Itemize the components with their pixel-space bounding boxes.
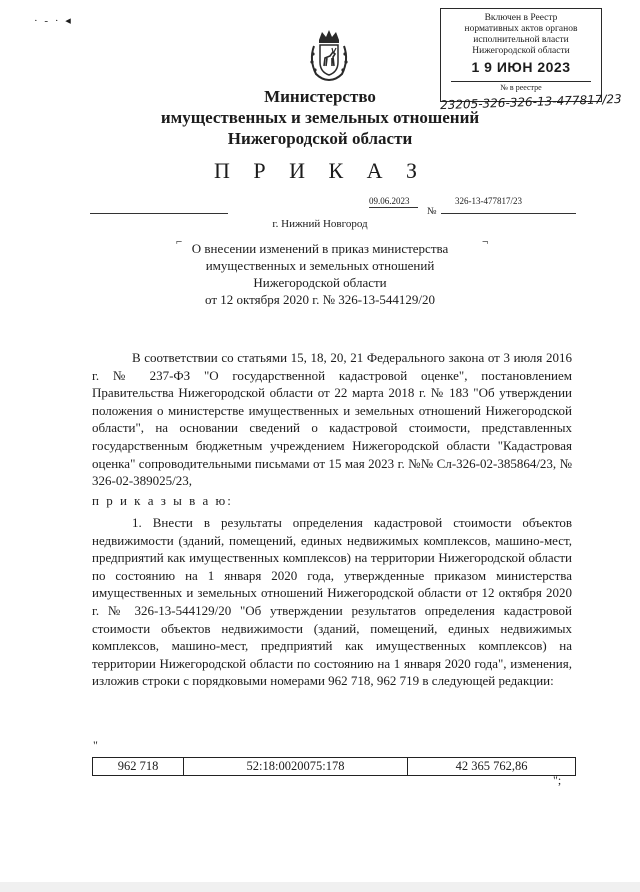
quote-close: "; xyxy=(553,773,562,787)
cadastral-value-cell: 42 365 762,86 xyxy=(408,758,576,776)
order-word: п р и к а з ы в а ю: xyxy=(92,493,233,508)
table-row xyxy=(93,758,576,776)
document-type-title: П Р И К А З xyxy=(213,158,427,183)
ministry-name-line-2: имущественных и земельных отношений xyxy=(160,108,480,127)
subject-line-1: О внесении изменений в приказ министерства xyxy=(191,241,449,256)
order-subject xyxy=(150,240,490,308)
subject-line-2: имущественных и земельных отношений xyxy=(205,258,435,273)
cadastral-number-cell: 52:18:0020075:178 xyxy=(184,758,408,776)
stamp-line-2: нормативных актов органов xyxy=(464,24,578,34)
date-underline xyxy=(369,207,418,208)
subject-line-4: от 12 октября 2020 г. № 326-13-544129/20 xyxy=(204,292,436,307)
subject-line-3: Нижегородской области xyxy=(253,275,387,290)
nizhny-novgorod-coat-of-arms-icon xyxy=(306,28,352,82)
subject-bracket-left: ⌐ xyxy=(176,236,183,248)
page-bottom-edge xyxy=(0,882,640,892)
quote-open: " xyxy=(93,738,98,752)
stamp-line-4: Нижегородской области xyxy=(472,46,570,56)
stamp-divider xyxy=(451,81,591,82)
ministry-name-line-1: Министерство xyxy=(264,87,376,106)
order-date: 09.06.2023 xyxy=(369,196,410,206)
stamp-date: 1 9 ИЮН 2023 xyxy=(471,59,571,75)
stamp-number-label: № в реестре xyxy=(500,83,542,92)
stamp-line-3: исполнительной власти xyxy=(473,35,569,45)
stamp-line-1: Включен в Реестр xyxy=(484,13,558,23)
order-number: 326-13-477817/23 xyxy=(455,196,522,206)
number-sign: № xyxy=(427,206,437,217)
item-1-paragraph: 1. Внести в результаты определения кадастровой стоимости объектов недвижимости (зданий, помещений, единых недвижимых комплексов, машино-мест, предприятий как имущественных комплексов) на территории Нижегородской области по состоянию на 1 января 2020 года, утвержденные приказом министерства имущественных и земельных отношений Нижегородской области от 12 октября 2020 г. № 326-13-544129/20 "Об утверждении результатов определения кадастровой стоимости объектов недвижимости (зданий, помещений, единых недвижимых комплексов, машино-мест, предприятий как имущественных комплексов) на территории Нижегородской области по состоянию на 1 января 2020 года", изменения, изложив строки с порядковыми номерами 962 718, 962 719 в следующей редакции: xyxy=(92,515,572,689)
ministry-name-line-3: Нижегородской области xyxy=(227,129,413,148)
cadastral-value-table xyxy=(92,757,576,776)
corner-mark: · - · ◂ xyxy=(34,15,73,27)
number-underline xyxy=(441,213,576,214)
date-underline-left xyxy=(90,213,228,214)
registry-number-handwritten: 23205-326-326-13-477817/23 xyxy=(439,91,622,113)
city: г. Нижний Новгород xyxy=(272,218,368,230)
subject-bracket-right: ¬ xyxy=(482,236,489,248)
preamble-paragraph: В соответствии со статьями 15, 18, 20, 21 Федерального закона от 3 июля 2016 г. № 237-ФЗ "О государственной кадастровой оценке", постановлением Правительства Нижегородской области от 22 марта 2018 г. № 183 "Об утверждении положения о министерстве имущественных и земельных отношений Нижегородской области", на основании сведений о кадастровой стоимости, представленных государственным бюджетным учреждением Нижегородской области "Кадастровая оценка" сопроводительными письмами от 15 мая 2023 г. №№ Сл-326-02-385864/23, № 326-02-389025/23, xyxy=(92,350,572,489)
row-number-cell: 962 718 xyxy=(93,758,184,776)
